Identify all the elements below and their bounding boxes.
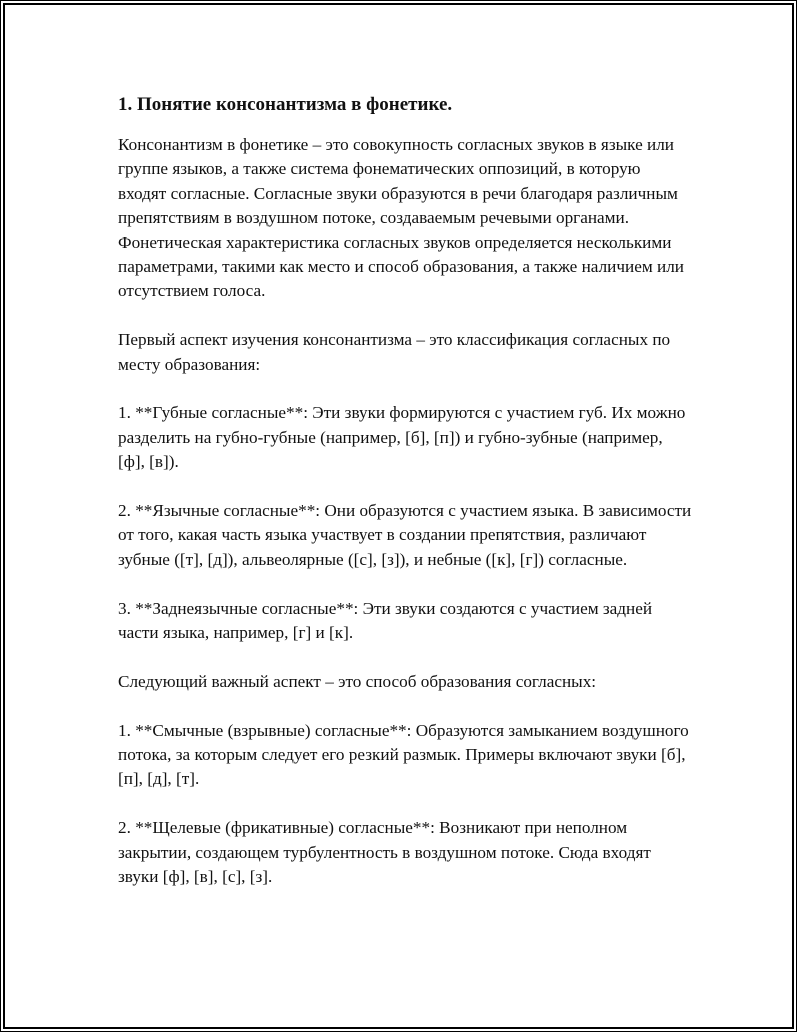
paragraph-manner-of-articulation: Следующий важный аспект – это способ образования согласных: [118, 671, 597, 691]
paragraph-velar-consonants: 3. **Заднеязычные согласные**: Эти звуки создаются с участием задней части языка, например, [г] и [к]. [118, 598, 653, 643]
paragraph-place-of-articulation: Первый аспект изучения консонантизма – это классификация согласных по месту образования: [118, 330, 671, 374]
paragraph-intro: Консонантизм в фонетике – это совокупность согласных звуков в языке или группе языков, а также система фонематических оппозиций, в которую входят согласные. Согласные звуки образуются в речи благодаря различным препятствиям в воздушном потоке, создаваемым речевыми органами. Фонетическая характеристика согласных звуков определяется несколькими параметрами, такими как место и способ образования, а также наличием или отсутствием голоса. [118, 135, 684, 301]
document-body [118, 92, 693, 914]
paragraph-stop-consonants: 1. **Смычные (взрывные) согласные**: Образуются замыканием воздушного потока, за которым следует его резкий размык. Примеры включают звуки [б], [п], [д], [т]. [118, 720, 689, 789]
paragraph-labial-consonants: 1. **Губные согласные**: Эти звуки формируются с участием губ. Их можно разделить на губно-губные (например, [б], [п]) и губно-зубные (например, [ф], [в]). [118, 403, 686, 472]
paragraph-fricative-consonants: 2. **Щелевые (фрикативные) согласные**: Возникают при неполном закрытии, создающем турбулентность в воздушном потоке. Сюда входят звуки [ф], [в], [с], [з]. [118, 818, 651, 887]
section-heading: 1. Понятие консонантизма в фонетике. [118, 94, 453, 115]
paragraph-lingual-consonants: 2. **Язычные согласные**: Они образуются с участием языка. В зависимости от того, какая часть языка участвует в создании препятствия, различают зубные ([т], [д]), альвеолярные ([с], [з]), и небные ([к], [г]) согласные. [118, 501, 692, 569]
